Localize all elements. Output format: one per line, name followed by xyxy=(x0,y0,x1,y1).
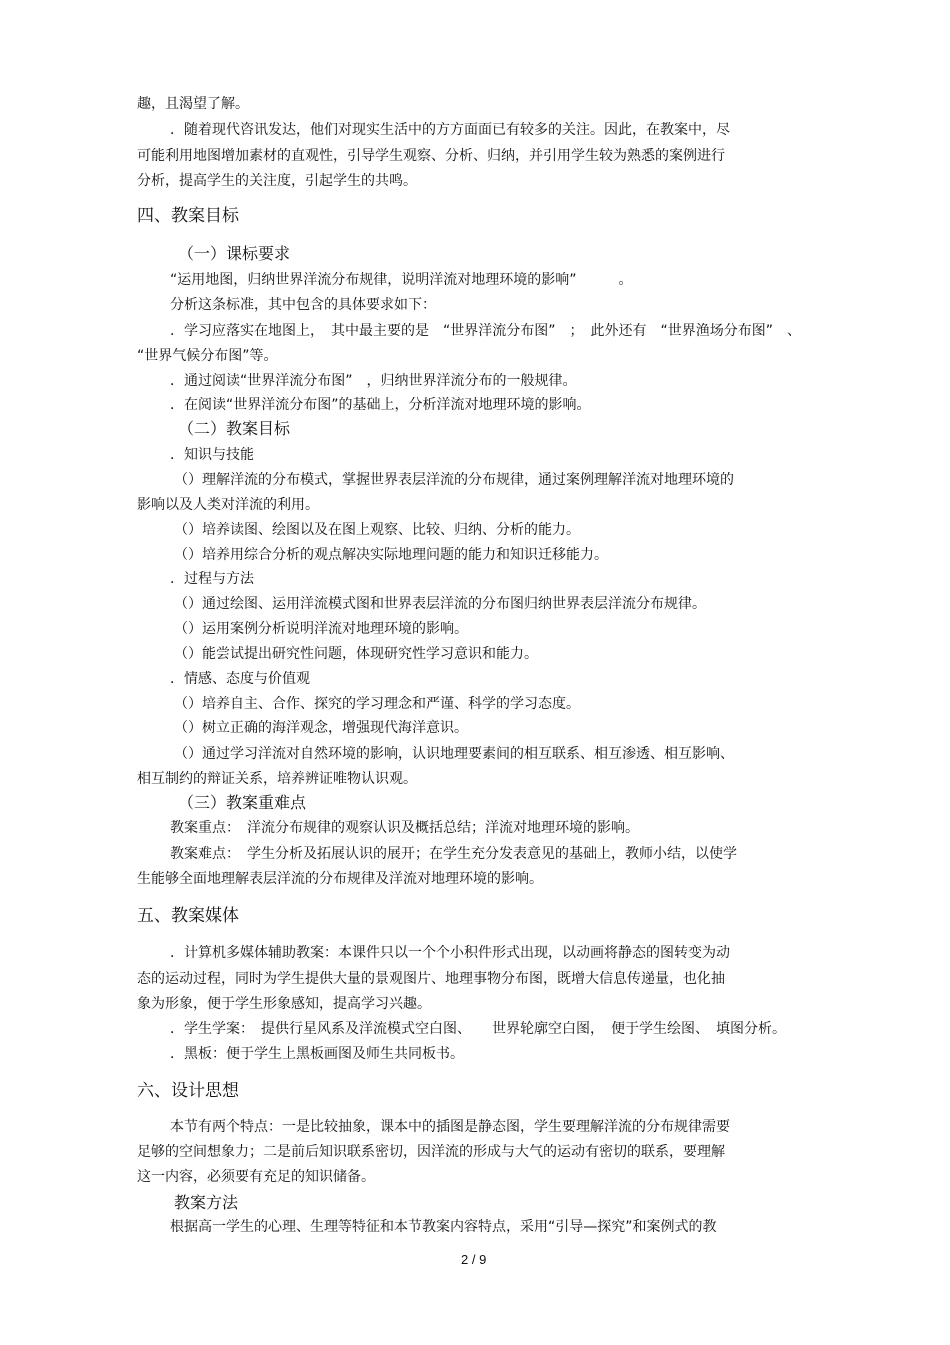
text-line: 态的运动过程，同时为学生提供大量的景观图片、地理事物分布图，既增大信息传递量，也化抽 xyxy=(137,971,725,987)
text-line: ．学习应落实在地图上， 其中最主要的是 “世界洋流分布图” ； 此外还有 “世界渔场分布图” 、 xyxy=(170,323,802,339)
text-line: 相互制约的辩证关系，培养辨证唯物认识观。 xyxy=(137,771,417,787)
text-line: 分析，提高学生的关注度，引起学生的共鸣。 xyxy=(137,173,417,189)
subsection-heading: （二）教案目标 xyxy=(178,419,291,438)
subsection-heading: （一）课标要求 xyxy=(178,244,291,263)
text-line: ．知识与技能 xyxy=(170,447,254,463)
text-line: 分析这条标准，其中包含的具体要求如下： xyxy=(170,297,436,313)
text-line: 本节有两个特点：一是比较抽象，课本中的插图是静态图，学生要理解洋流的分布规律需要 xyxy=(170,1119,730,1135)
subsection-heading: （三）教案重难点 xyxy=(178,793,307,812)
text-line: （）理解洋流的分布模式，掌握世界表层洋流的分布规律，通过案例理解洋流对地理环境的 xyxy=(174,472,734,488)
section-heading: 五、教案媒体 xyxy=(137,906,239,926)
text-line: （）培养读图、绘图以及在图上观察、比较、归纳、分析的能力。 xyxy=(174,522,580,538)
text-line: （）能尝试提出研究性问题，体现研究性学习意识和能力。 xyxy=(174,646,538,662)
text-line: 象为形象，便于学生形象感知，提高学习兴趣。 xyxy=(137,996,431,1012)
text-line: 教案难点： 学生分析及拓展认识的展开；在学生充分发表意见的基础上，教师小结，以使学 xyxy=(170,846,737,862)
text-line: ．学生学案： 提供行星风系及洋流模式空白图、 世界轮廓空白图， 便于学生绘图、 填图分析。 xyxy=(170,1021,786,1037)
text-line: 影响以及人类对洋流的利用。 xyxy=(137,497,319,513)
text-line: ．在阅读“世界洋流分布图”的基础上，分析洋流对地理环境的影响。 xyxy=(170,397,591,413)
text-line: （）通过学习洋流对自然环境的影响，认识地理要素间的相互联系、相互渗透、相互影响、 xyxy=(174,746,734,762)
text-line: 趣，且渴望了解。 xyxy=(137,96,249,112)
text-line: （）运用案例分析说明洋流对地理环境的影响。 xyxy=(174,621,468,637)
text-line: （）培养用综合分析的观点解决实际地理问题的能力和知识迁移能力。 xyxy=(174,547,608,563)
section-heading: 四、教案目标 xyxy=(137,206,239,226)
text-line: “运用地图，归纳世界洋流分布规律，说明洋流对地理环境的影响” 。 xyxy=(170,272,633,288)
text-line: ．通过阅读“世界洋流分布图” ，归纳世界洋流分布的一般规律。 xyxy=(170,373,577,389)
page-number: 2 / 9 xyxy=(461,1252,487,1267)
text-line: 根据高一学生的心理、生理等特征和本节教案内容特点，采用“引导—探究”和案例式的教 xyxy=(170,1219,717,1235)
text-line: （）通过绘图、运用洋流模式图和世界表层洋流的分布图归纳世界表层洋流分布规律。 xyxy=(174,596,706,612)
text-line: 这一内容，必须要有充足的知识储备。 xyxy=(137,1169,375,1185)
text-line: ．随着现代咨讯发达，他们对现实生活中的方方面面已有较多的关注。因此，在教案中，尽 xyxy=(170,122,730,138)
text-line: 教案重点： 洋流分布规律的观察认识及概括总结；洋流对地理环境的影响。 xyxy=(170,820,639,836)
text-line: ．计算机多媒体辅助教案：本课件只以一个个小积件形式出现，以动画将静态的图转变为动 xyxy=(170,945,730,961)
text-line: 生能够全面地理解表层洋流的分布规律及洋流对地理环境的影响。 xyxy=(137,871,543,887)
text-line: 可能利用地图增加素材的直观性，引导学生观察、分析、归纳，并引用学生较为熟悉的案例进行 xyxy=(137,148,725,164)
subsection-heading: 教案方法 xyxy=(174,1193,239,1212)
text-line: ．情感、态度与价值观 xyxy=(170,671,310,687)
section-heading: 六、设计思想 xyxy=(137,1081,239,1101)
text-line: （）培养自主、合作、探究的学习理念和严谨、科学的学习态度。 xyxy=(174,696,580,712)
text-line: ．黑板：便于学生上黑板画图及师生共同板书。 xyxy=(170,1046,464,1062)
text-line: 足够的空间想象力；二是前后知识联系密切，因洋流的形成与大气的运动有密切的联系，要理解 xyxy=(137,1144,725,1160)
text-line: ．过程与方法 xyxy=(170,571,254,587)
text-line: （）树立正确的海洋观念，增强现代海洋意识。 xyxy=(174,720,468,736)
text-line: “世界气候分布图”等。 xyxy=(137,348,278,364)
